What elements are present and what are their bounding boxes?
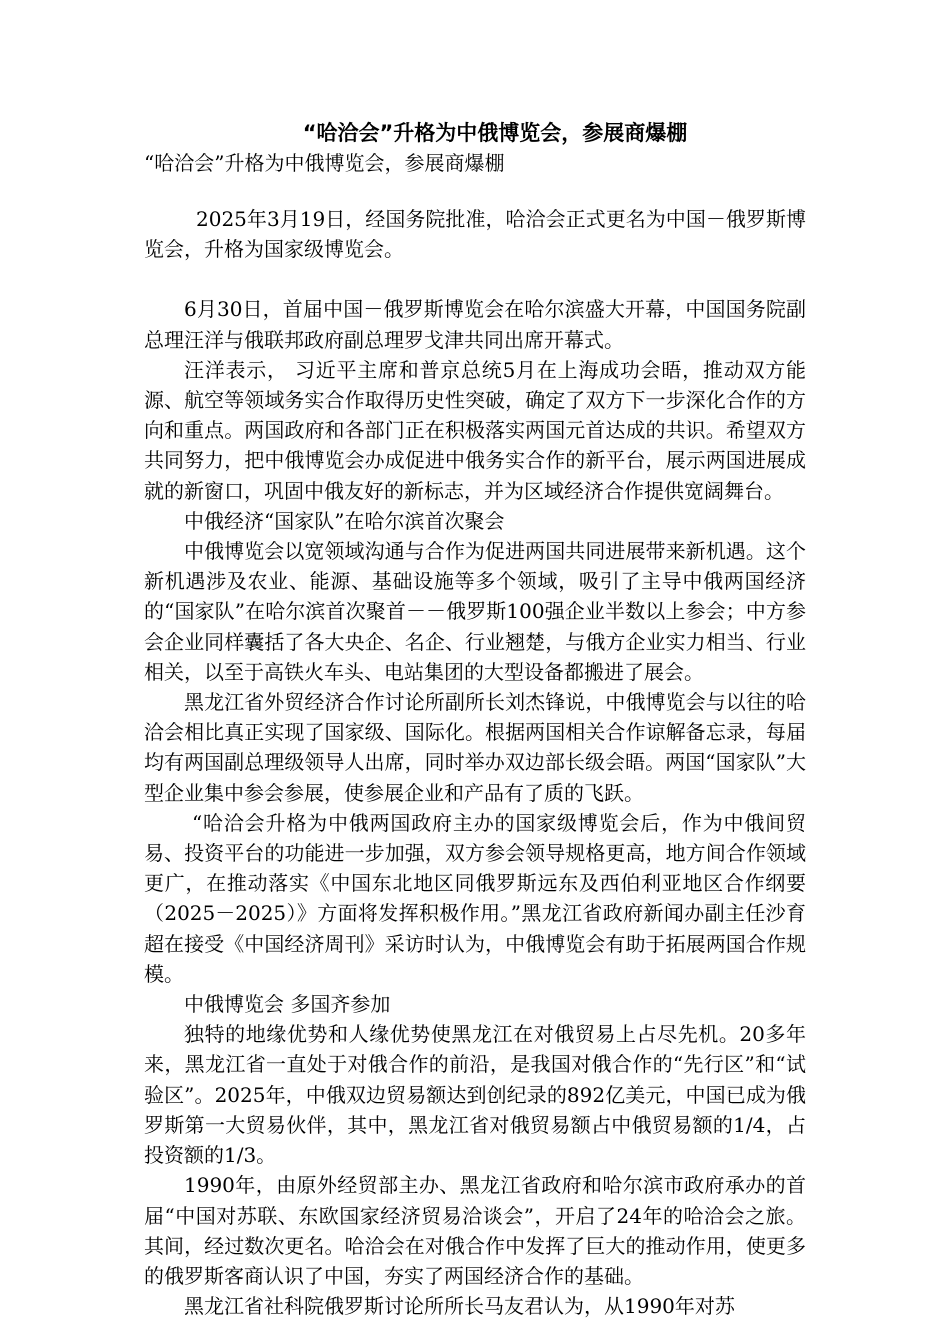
paragraph: 1990年，由原外经贸部主办、黑龙江省政府和哈尔滨市政府承办的首届“中国对苏联、东欧国家经济贸易洽谈会”，开启了24年的哈洽会之旅。其间，经过数次更名。哈洽会在对俄合作中发挥了巨大的推动作用，使更多的俄罗斯客商认识了中国，夯实了两国经济合作的基础。 [144,1173,806,1288]
paragraph: 中俄博览会以宽领域沟通与合作为促进两国共同进展带来新机遇。这个新机遇涉及农业、能源、基础设施等多个领域，吸引了主导中俄两国经济的“国家队”在哈尔滨首次聚首－－俄罗斯100强企业半数以上参会；中方参会企业同样囊括了各大央企、名企、行业翘楚，与俄方企业实力相当、行业相关，以至于高铁火车头、电站集团的大型设备都搬进了展会。 [144,539,806,684]
paragraph: 2025年3月19日，经国务院批准，哈洽会正式更名为中国－俄罗斯博览会，升格为国家级博览会。 [144,207,806,262]
paragraph: 黑龙江省外贸经济合作讨论所副所长刘杰锋说，中俄博览会与以往的哈洽会相比真正实现了国家级、国际化。根据两国相关合作谅解备忘录，每届均有两国副总理级领导人出席，同时举办双边部长级会晤。两国“国家队”大型企业集中参会参展，使参展企业和产品有了质的飞跃。 [144,690,806,805]
paragraph: 6月30日，首届中国－俄罗斯博览会在哈尔滨盛大开幕，中国国务院副总理汪洋与俄联邦政府副总理罗戈津共同出席开幕式。 [144,297,806,352]
paragraph: 汪洋表示， 习近平主席和普京总统5月在上海成功会晤，推动双方能源、航空等领域务实合作取得历史性突破，确定了双方下一步深化合作的方向和重点。两国政府和各部门正在积极落实两国元首达成的共识。希望双方共同努力，把中俄博览会办成促进中俄务实合作的新平台，展示两国进展成就的新窗口，巩固中俄友好的新标志，并为区域经济合作提供宽阔舞台。 [144,357,806,503]
document-page [144,118,806,1321]
section-heading: 中俄博览会 多国齐参加 [184,992,391,1017]
paragraph: 独特的地缘优势和人缘优势使黑龙江在对俄贸易上占尽先机。20多年来，黑龙江省一直处于对俄合作的前沿，是我国对俄合作的“先行区”和“试验区”。2025年，中俄双边贸易额达到创纪录的892亿美元，中国已成为俄罗斯第一大贸易伙伴，其中，黑龙江省对俄贸易额占中俄贸易额的1/4，占投资额的1/3。 [144,1022,806,1168]
paragraph: 黑龙江省社科院俄罗斯讨论所所长马友君认为，从1990年对苏 [184,1294,735,1319]
document-subtitle: “哈洽会”升格为中俄博览会，参展商爆棚 [144,151,505,175]
section-heading: 中俄经济“国家队”在哈尔滨首次聚会 [184,508,505,533]
paragraph: “哈洽会升格为中俄两国政府主办的国家级博览会后，作为中俄间贸易、投资平台的功能进一步加强，双方参会领导规格更高，地方间合作领域更广，在推动落实《中国东北地区同俄罗斯远东及西伯利亚地区合作纲要（2025－2025）》方面将发挥积极作用。”黑龙江省政府新闻办副主任沙育超在接受《中国经济周刊》采访时认为，中俄博览会有助于拓展两国合作规模。 [144,810,806,986]
document-title: “哈洽会”升格为中俄博览会，参展商爆棚 [302,121,688,145]
